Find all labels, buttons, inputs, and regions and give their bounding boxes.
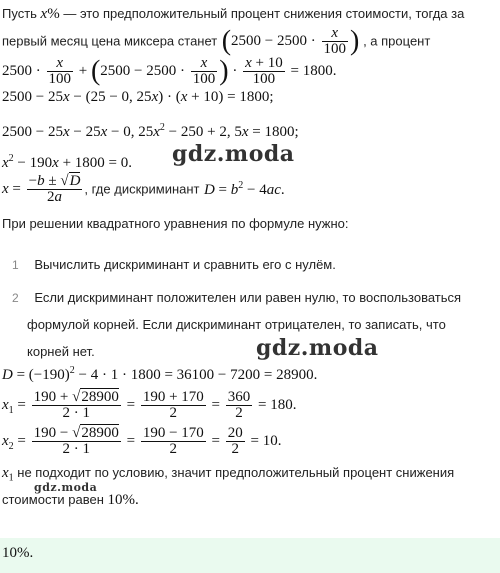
step-2-line-3: корней нет. xyxy=(27,344,95,359)
intro-line2-text: первый месяц цена миксера станет xyxy=(2,33,218,49)
quadratic-formula: x = $\frac{-b \pm √D}{2a}$ , где дискриминант $D = b^2 - 4ac$. xyxy=(2,173,285,205)
step-number: 1 xyxy=(12,258,19,272)
watermark: gdz.moda xyxy=(172,141,295,167)
conclusion-text-2: стоимости равен xyxy=(2,492,108,507)
intro-line2-tail: , а процент xyxy=(363,33,431,49)
price-formula: (2500 − 2500 · $\frac{x}{100}$ ) xyxy=(221,25,360,57)
conclusion-text: не подходит по условию, значит предположительный процент снижения xyxy=(13,465,455,480)
root-x1: $x_1$ = $\frac{190 + √28900}{2 \cdot 1}$ = $\frac{190 + 170}{2}$ = $\frac{360}{2}$ = 180. xyxy=(2,389,297,421)
step-2-line-2: формулой корней. Если дискриминант отрицателен, то записать, что xyxy=(27,317,446,332)
discriminant-caption: , где дискриминант xyxy=(84,181,200,197)
answer-value: 10%. xyxy=(2,545,34,561)
intro-line-2 xyxy=(2,26,430,57)
root-x2: $x_2$ = $\frac{190 - √28900}{2 \cdot 1}$ = $\frac{190 - 170}{2}$ = $\frac{20}{2}$ = 10. xyxy=(2,425,282,457)
intro-text-b: — это предположительный процент снижения стоимости, тогда за xyxy=(59,6,465,21)
intro-percent: % xyxy=(47,6,60,22)
equation-3: 2500 − 25x − 25x − 0, $25x^2 - 250 + 2$, 5x = 1800; xyxy=(2,122,299,140)
intro-var: x xyxy=(40,6,48,22)
equation-2: 2500 − 25x − (25 − 0, 25x) · (x + 10) = 1800; xyxy=(2,89,274,105)
step-number: 2 xyxy=(12,291,19,305)
equation-4: $x^2 - 190x + 1800 = 0$. xyxy=(2,153,132,171)
answer-box xyxy=(0,538,500,573)
conclusion-line-2 xyxy=(2,492,139,508)
intro-line-1 xyxy=(2,6,464,22)
conclusion-sub: 1 xyxy=(8,472,14,484)
step-text: Вычислить дискриминант и сравнить его с нулём. xyxy=(34,257,336,272)
step-1 xyxy=(12,257,336,273)
watermark: gdz.moda xyxy=(34,481,98,494)
equation-1: 2500 · $\frac{x}{100}$ + (2500 − 2500 · $\frac{x}{100}$ ) · $\frac{x + 10}{100}$ = 1800. xyxy=(2,55,337,87)
watermark: gdz.moda xyxy=(256,335,379,361)
conclusion-var: x xyxy=(2,465,9,481)
intro-text-a: Пусть xyxy=(2,6,41,21)
method-intro: При решении квадратного уравнения по формуле нужно: xyxy=(2,216,349,231)
conclusion-value: 10%. xyxy=(107,492,139,508)
step-2 xyxy=(12,290,461,306)
discriminant-calc: $D = (-190)^2 - 4 \cdot 1 \cdot 1800 = 36100 - 7200 = 28900$. xyxy=(2,365,318,383)
step-text: Если дискриминант положителен или равен нулю, то воспользоваться xyxy=(34,290,462,305)
